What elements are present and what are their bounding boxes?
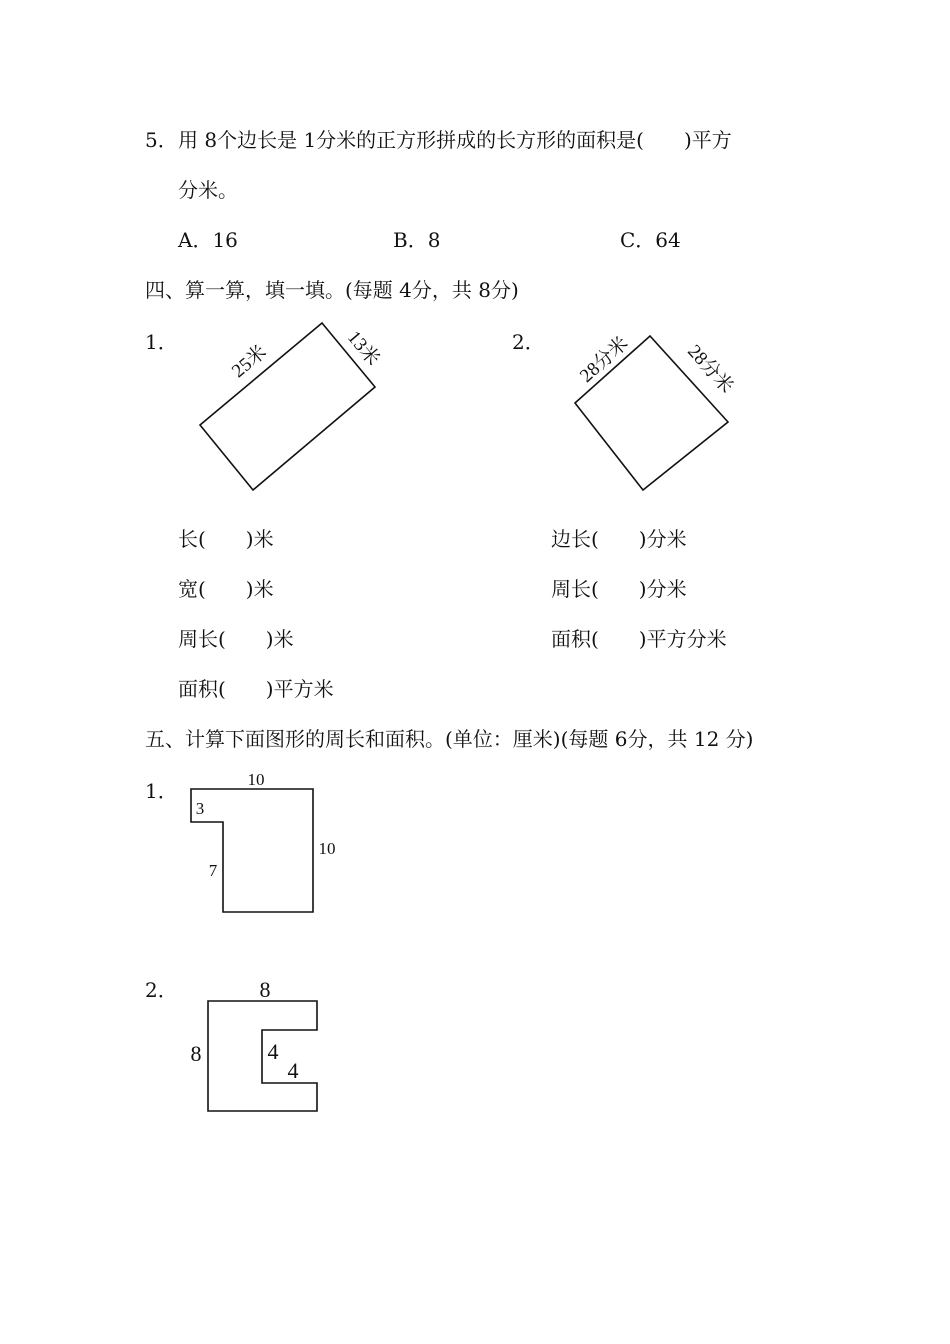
question-5-text-line2: 分米。 bbox=[178, 178, 238, 202]
inner-horizontal-label: 4 bbox=[287, 1058, 299, 1083]
blank-width: 宽( )米 bbox=[178, 577, 274, 601]
rotated-square-figure bbox=[568, 328, 738, 496]
section-5-title: 五、计算下面图形的周长和面积。(单位：厘米)(每题 6分，共 12 分) bbox=[145, 727, 754, 751]
question-5-text-line1: 用 8个边长是 1分米的正方形拼成的长方形的面积是( )平方 bbox=[178, 128, 732, 152]
section-5-q2-number: 2． bbox=[145, 978, 178, 1002]
option-c: C．64 bbox=[620, 228, 681, 252]
option-a: A．16 bbox=[178, 228, 238, 252]
blank-side: 边长( )分米 bbox=[551, 527, 687, 551]
blank-length: 长( )米 bbox=[178, 527, 274, 551]
section-4-title: 四、算一算，填一填。(每题 4分，共 8分) bbox=[145, 278, 519, 302]
square-side-b-label: 28分米 bbox=[683, 341, 737, 398]
option-b: B．8 bbox=[393, 228, 441, 252]
blank-square-perimeter: 周长( )分米 bbox=[551, 577, 687, 601]
left-side-label: 8 bbox=[190, 1041, 202, 1066]
section-4-q2-number: 2． bbox=[512, 330, 545, 354]
blank-perimeter: 周长( )米 bbox=[178, 627, 294, 651]
left-side-label: 7 bbox=[208, 861, 218, 880]
top-side-label: 10 bbox=[247, 770, 265, 789]
inner-vertical-label: 4 bbox=[267, 1039, 279, 1064]
square-side-a-label: 28分米 bbox=[576, 333, 633, 387]
c-shape-figure bbox=[185, 975, 330, 1115]
c-shape bbox=[208, 1001, 317, 1111]
rotated-rectangle-figure bbox=[195, 318, 385, 496]
section-4-q1-number: 1． bbox=[145, 330, 178, 354]
top-side-label: 8 bbox=[259, 977, 271, 1002]
section-5-q1-number: 1． bbox=[145, 779, 178, 803]
notch-label: 3 bbox=[195, 799, 205, 818]
blank-square-area: 面积( )平方分米 bbox=[551, 627, 727, 651]
l-shape-figure bbox=[180, 765, 350, 917]
side-length-label: 25米 bbox=[228, 341, 271, 383]
rectangle-shape bbox=[200, 323, 375, 490]
blank-area: 面积( )平方米 bbox=[178, 677, 334, 701]
right-side-label: 10 bbox=[318, 839, 336, 858]
l-shape bbox=[191, 789, 313, 912]
side-width-label: 13米 bbox=[342, 327, 384, 370]
question-5-number: 5． bbox=[145, 128, 178, 152]
